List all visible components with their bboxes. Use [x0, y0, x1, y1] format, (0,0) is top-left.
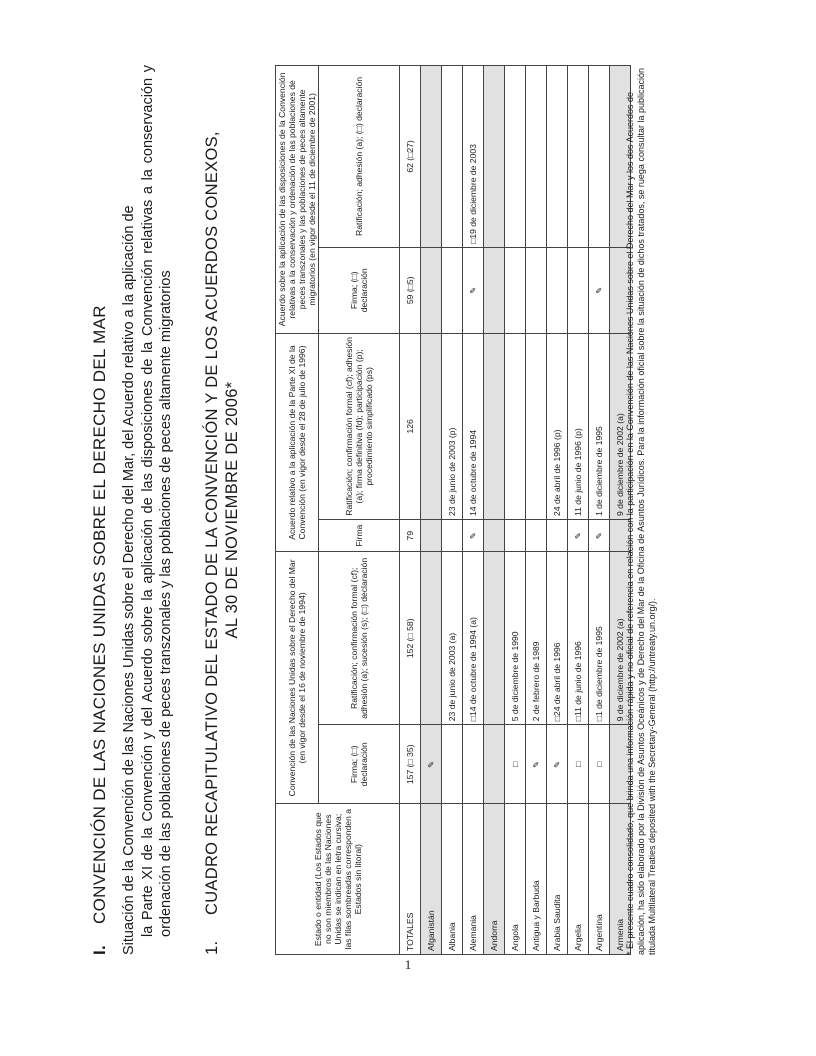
row-fish-sign — [526, 247, 547, 333]
table-row — [589, 66, 610, 955]
totals-conv-ratif: 152 (□ 58) — [400, 552, 421, 725]
row-conv-sign: ✎ — [421, 725, 442, 804]
row-p11-sign — [547, 520, 568, 552]
row-state: Argentina — [589, 804, 610, 955]
row-state: Afganistán — [421, 804, 442, 955]
row-conv-ratif: 2 de febrero de 1989 — [526, 552, 547, 725]
row-fish-ratif — [421, 66, 442, 248]
row-p11-sign: ✎ — [589, 520, 610, 552]
table-row — [568, 66, 589, 955]
row-conv-sign: ✎ — [547, 725, 568, 804]
row-p11-sign: ✎ — [568, 520, 589, 552]
table-row — [421, 66, 442, 955]
row-p11-ratif: 23 de junio de 2003 (p) — [442, 333, 463, 519]
row-state: Alemania — [463, 804, 484, 955]
footnote: * El presente cuadro consolidado, que brinda una información rápida y no oficial de referencia en relación con la participación en la Convención de las Naciones Unidas sobre el Derecho del Mar y los dos Acuerdos de aplicación, ha sido elaborado por la División de Asuntos Oceánicos y de Derecho del Mar de la Oficina de Asuntos Jurídicos. Para la información oficial sobre la situación de dichos tratados, se ruega consultar la publicación titulada Multilateral Treaties deposited with the Secretary-General (http://untreaty.un.org/). — [625, 68, 657, 955]
header-fish-ratif: Ratificación; adhesión (a); (□) declaración — [319, 66, 400, 248]
row-conv-sign: □ — [589, 725, 610, 804]
row-state: Albania — [442, 804, 463, 955]
row-p11-ratif: 11 de junio de 1996 (p) — [568, 333, 589, 519]
row-fish-sign — [442, 247, 463, 333]
row-fish-sign — [568, 247, 589, 333]
row-state: Arabia Saudita — [547, 804, 568, 955]
page-number: 1 — [404, 957, 412, 972]
heading-1-number: I. — [90, 944, 109, 955]
row-fish-ratif — [484, 66, 505, 248]
totals-row — [400, 66, 421, 955]
row-conv-ratif: 23 de junio de 2003 (a) — [442, 552, 463, 725]
table-row — [484, 66, 505, 955]
row-conv-sign: ✎ — [526, 725, 547, 804]
header-convention: Convención de las Naciones Unidas sobre el Derecho del Mar (en vigor desde el 16 de noviembre de 1994) — [276, 552, 319, 804]
row-conv-ratif: □1 de diciembre de 1995 — [589, 552, 610, 725]
row-fish-sign: ✎ — [463, 247, 484, 333]
row-conv-ratif: □11 de junio de 1996 — [568, 552, 589, 725]
table-row — [463, 66, 484, 955]
status-table — [275, 65, 631, 955]
row-state: Argelia — [568, 804, 589, 955]
header-fish-sign: Firma; (□) declaración — [319, 247, 400, 333]
row-fish-sign — [547, 247, 568, 333]
header-part11: Acuerdo relativo a la aplicación de la Parte XI de la Convención (en vigor desde el 28 de julio de 1996) — [276, 333, 319, 552]
row-conv-sign — [442, 725, 463, 804]
totals-p11-ratif: 126 — [400, 333, 421, 519]
row-p11-ratif: 14 de octubre de 1994 — [463, 333, 484, 519]
header-fish-stocks: Acuerdo sobre la aplicación de las disposiciones de la Convención relativas a la conservación y ordenación de las poblaciones de peces transzonales y las poblaciones de peces altamente migratorios (en vigor desde el 11 de diciembre de 2001) — [276, 66, 319, 334]
row-conv-ratif — [484, 552, 505, 725]
table-header-row — [276, 66, 319, 955]
row-conv-sign — [463, 725, 484, 804]
row-conv-sign — [484, 725, 505, 804]
heading-2-number: 1. — [203, 940, 221, 955]
table-row — [505, 66, 526, 955]
row-p11-sign: ✎ — [463, 520, 484, 552]
heading-section-1 — [90, 65, 110, 955]
table-row — [526, 66, 547, 955]
totals-p11-sign: 79 — [400, 520, 421, 552]
row-fish-sign — [484, 247, 505, 333]
row-conv-sign: □ — [568, 725, 589, 804]
row-p11-ratif — [526, 333, 547, 519]
row-fish-ratif — [568, 66, 589, 248]
row-state: Antigua y Barbuda — [526, 804, 547, 955]
row-p11-ratif: 9 de diciembre de 2002 (a) — [610, 333, 631, 519]
row-p11-sign — [505, 520, 526, 552]
row-p11-ratif: 1 de diciembre de 1995 — [589, 333, 610, 519]
row-conv-ratif: 5 de diciembre de 1990 — [505, 552, 526, 725]
totals-fish-ratif: 62 (□27) — [400, 66, 421, 248]
row-p11-sign — [484, 520, 505, 552]
row-conv-ratif: 9 de diciembre de 2002 (a) — [610, 552, 631, 725]
intro-paragraph — [120, 65, 176, 955]
header-p11-sign: Firma — [319, 520, 400, 552]
row-fish-sign — [421, 247, 442, 333]
row-state: Angola — [505, 804, 526, 955]
totals-conv-sign: 157 (□ 35) — [400, 725, 421, 804]
heading-2-line2: AL 30 DE NOVIEMBRE DE 2006* — [223, 381, 241, 639]
row-fish-ratif — [442, 66, 463, 248]
row-p11-sign — [526, 520, 547, 552]
table-row — [442, 66, 463, 955]
table-row — [547, 66, 568, 955]
row-fish-ratif — [547, 66, 568, 248]
heading-2-line1: CUADRO RECAPITULATIVO DEL ESTADO DE LA CONVENCIÓN Y DE LOS ACUERDOS CONEXOS, — [203, 131, 221, 915]
heading-1-text: CONVENCIÓN DE LAS NACIONES UNIDAS SOBRE EL DERECHO DEL MAR — [90, 305, 109, 924]
intro-first-line: Situación de la Convención de las Naciones Unidas sobre el Derecho del Mar, del Acuerdo relativo a la aplicación de — [121, 205, 137, 955]
row-p11-sign — [421, 520, 442, 552]
row-fish-ratif — [526, 66, 547, 248]
row-p11-ratif — [484, 333, 505, 519]
row-fish-ratif: □19 de diciembre de 2003 — [463, 66, 484, 248]
row-conv-sign: □ — [505, 725, 526, 804]
row-fish-sign — [505, 247, 526, 333]
row-conv-ratif — [421, 552, 442, 725]
row-fish-ratif — [589, 66, 610, 248]
intro-rest: la Parte XI de la Convención y del Acuerdo sobre la aplicación de las disposiciones de la Convención relativas a la conservación y ordenación de las poblaciones de peces transzonales y las poblaciones de peces altamente migratorios — [139, 65, 174, 937]
rotated-page-content — [90, 65, 700, 955]
totals-label: TOTALES — [400, 804, 421, 955]
totals-fish-sign: 59 (□5) — [400, 247, 421, 333]
row-p11-ratif: 24 de abril de 1996 (p) — [547, 333, 568, 519]
row-p11-ratif — [421, 333, 442, 519]
header-p11-ratif: Ratificación; confirmación formal (cf); adhesión (a); firma definitiva (fd); participación (p); procedimiento simplificado (ps) — [319, 333, 400, 519]
header-conv-ratif: Ratificación; confirmación formal (cf); adhesión (a); sucesión (s); (□) declaración — [319, 552, 400, 725]
header-conv-sign: Firma; (□) declaración — [319, 725, 400, 804]
row-fish-sign: ✎ — [589, 247, 610, 333]
header-state: Estado o entidad (Los Estados que no son miembros de las Naciones Unidas se indican en letra cursiva; las filas sombreadas corresponden a Estados sin litoral) — [276, 804, 400, 955]
row-p11-sign — [442, 520, 463, 552]
heading-subsection-1 — [202, 65, 242, 955]
row-state: Armenia — [610, 804, 631, 955]
row-fish-ratif — [505, 66, 526, 248]
row-conv-ratif: □24 de abril de 1996 — [547, 552, 568, 725]
row-p11-ratif — [505, 333, 526, 519]
row-state: Andorra — [484, 804, 505, 955]
row-conv-ratif: □14 de octubre de 1994 (a) — [463, 552, 484, 725]
